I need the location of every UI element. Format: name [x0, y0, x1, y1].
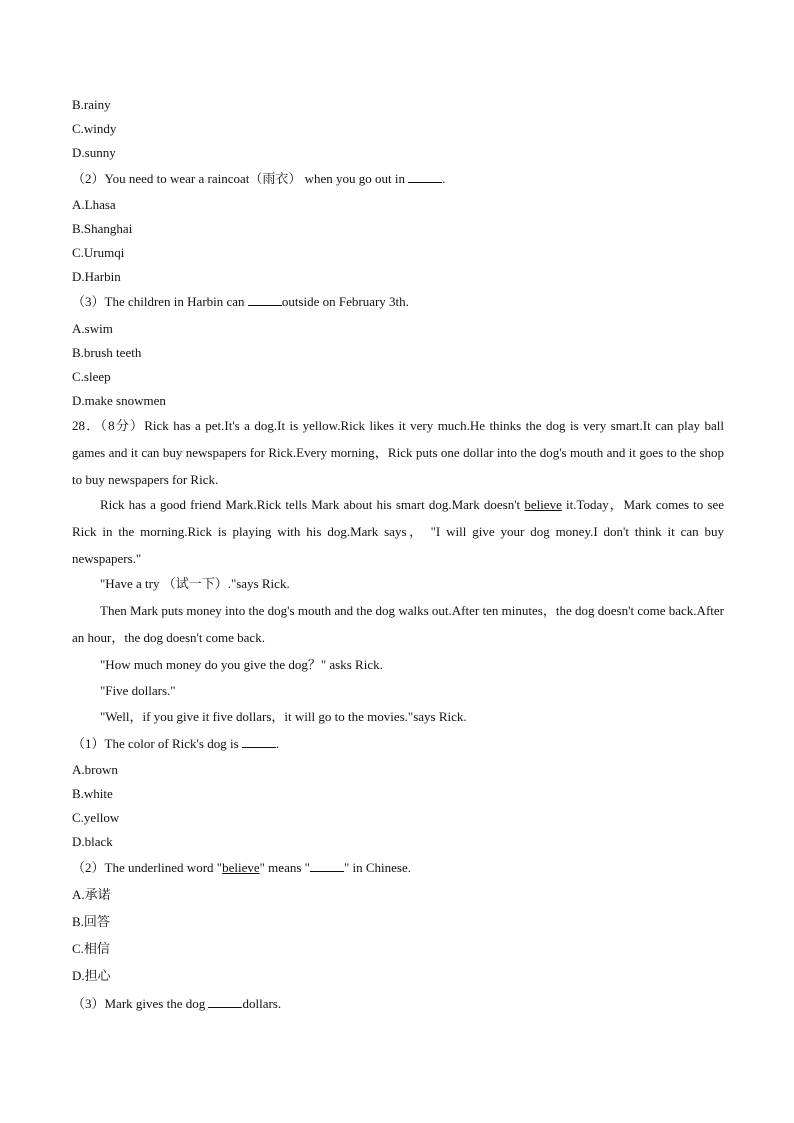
option-q28-2-a: A.承诺	[72, 887, 111, 902]
question-text-end: .	[275, 736, 280, 751]
option-q27-3-b: B.brush teeth	[72, 345, 142, 360]
question-q28-1	[72, 736, 724, 752]
option-q27-1-b: B.rainy	[72, 97, 111, 112]
question-text: （1）The color of Rick's dog is	[72, 736, 239, 751]
underlined-word: believe	[222, 860, 260, 875]
option-q27-1-d: D.sunny	[72, 145, 116, 160]
passage-paragraph-1: 28．（8分）Rick has a pet.It's a dog.It is yellow.Rick likes it very much.He thinks the dog is very smart.It can play ball games and it can buy newspapers for Rick.Every morning，Rick puts one dollar into the dog's mouth and it goes to the shop to buy newspapers for Rick.	[72, 418, 724, 487]
question-q28-3	[72, 996, 724, 1012]
passage-paragraph-2	[72, 491, 724, 572]
option-q28-2-b: B.回答	[72, 914, 110, 929]
answer-blank	[242, 737, 276, 748]
question-text: （3）The children in Harbin can	[72, 294, 245, 309]
option-q28-1-a: A.brown	[72, 762, 118, 777]
question-text-end: dollars.	[242, 996, 282, 1011]
passage-paragraph-3: "Have a try （试一下）."says Rick.	[100, 576, 290, 591]
option-q27-3-d: D.make snowmen	[72, 393, 166, 408]
option-q28-2-d: D.担心	[72, 968, 111, 983]
underlined-word: believe	[524, 497, 562, 512]
paragraph-text-cont: it.Today，Mark comes to see Rick in the morning.Rick is playing with his dog.Mark says， "I will give your dog money.I don't think it can buy newspapers."	[72, 497, 725, 566]
paragraph-text: Rick has a good friend Mark.Rick tells Mark about his smart dog.Mark doesn't	[100, 497, 525, 512]
question-text: （3）Mark gives the dog	[72, 996, 206, 1011]
passage-paragraph-5: "How much money do you give the dog？" asks Rick.	[100, 657, 383, 672]
question-q28-2	[72, 860, 724, 876]
answer-blank	[248, 295, 282, 306]
question-text-end: .	[442, 171, 446, 186]
option-q27-3-c: C.sleep	[72, 369, 111, 384]
answer-blank	[208, 997, 242, 1008]
question-q27-2	[72, 171, 724, 187]
option-q27-3-a: A.swim	[72, 321, 113, 336]
option-q27-2-c: C.Urumqi	[72, 245, 125, 260]
passage-paragraph-6: "Five dollars."	[100, 683, 176, 698]
option-q27-2-b: B.Shanghai	[72, 221, 133, 236]
question-text: （2）You need to wear a raincoat（雨衣） when you go out in	[72, 171, 406, 186]
option-q28-2-c: C.相信	[72, 941, 110, 956]
option-q27-2-a: A.Lhasa	[72, 197, 116, 212]
option-q28-1-c: C.yellow	[72, 810, 120, 825]
passage-paragraph-4: Then Mark puts money into the dog's mouth and the dog walks out.After ten minutes，the dog doesn't come back.After an hour，the dog doesn't come back.	[72, 603, 724, 645]
passage-paragraph-7: "Well，if you give it five dollars，it will go to the movies."says Rick.	[100, 709, 467, 724]
question-text-end: outside on February 3th.	[281, 294, 409, 309]
question-text-cont: " means "	[259, 860, 310, 875]
answer-blank	[408, 172, 442, 183]
option-q28-1-d: D.black	[72, 834, 113, 849]
question-text-end: " in Chinese.	[343, 860, 412, 875]
option-q27-2-d: D.Harbin	[72, 269, 121, 284]
question-q27-3	[72, 294, 724, 310]
option-q27-1-c: C.windy	[72, 121, 117, 136]
question-text: （2）The underlined word "	[72, 860, 223, 875]
answer-blank	[310, 861, 344, 872]
option-q28-1-b: B.white	[72, 786, 113, 801]
